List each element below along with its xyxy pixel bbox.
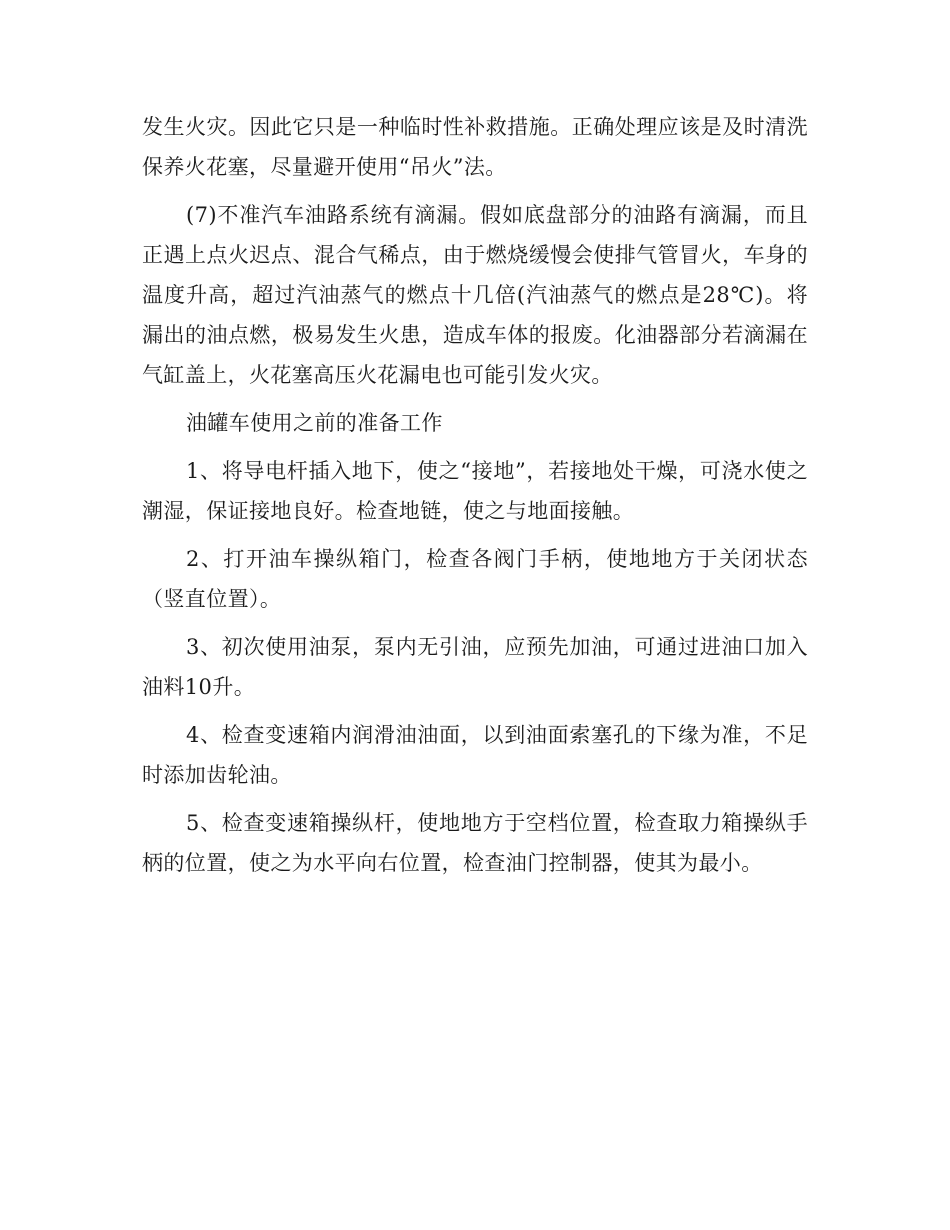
paragraph-step-1: 1、将导电杆插入地下，使之“接地”，若接地处干燥，可浇水使之潮湿，保证接地良好。检查地链，使之与地面接触。 [142,459,808,523]
paragraph-rule-7: (7)不准汽车油路系统有滴漏。假如底盘部分的油路有滴漏，而且正遇上点火迟点、混合气稀点，由于燃烧缓慢会使排气管冒火，车身的温度升高，超过汽油蒸气的燃点十几倍(汽油蒸气的燃点是28℃)。将漏出的油点燃，极易发生火患，造成车体的报废。化油器部分若滴漏在气缸盖上，火花塞高压火花漏电也可能引发火灾。 [142,203,808,387]
paragraph-step-4: 4、检查变速箱内润滑油油面，以到油面索塞孔的下缘为准，不足时添加齿轮油。 [142,723,808,787]
paragraph-step-3: 3、初次使用油泵，泵内无引油，应预先加油，可通过进油口加入油料10升。 [142,635,808,699]
paragraph-step-5: 5、检查变速箱操纵杆，使地地方于空档位置，检查取力箱操纵手柄的位置，使之为水平向右位置，检查油门控制器，使其为最小。 [142,811,808,875]
document-body [142,107,808,891]
paragraph-fire-note: 发生火灾。因此它只是一种临时性补救措施。正确处理应该是及时清洗保养火花塞，尽量避开使用“吊火”法。 [142,115,808,179]
paragraph-step-2: 2、打开油车操纵箱门，检查各阀门手柄，使地地方于关闭状态（竖直位置）。 [142,547,808,611]
section-heading-preparation: 油罐车使用之前的准备工作 [186,411,443,435]
